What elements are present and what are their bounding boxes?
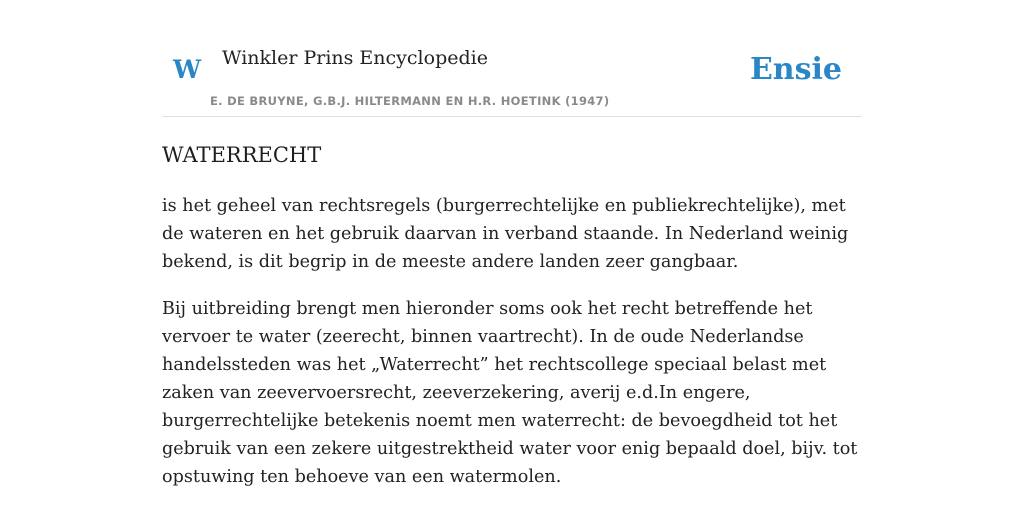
article-paragraph-2: Bij uitbreiding brengt men hieronder soms ook het recht betreffende het vervoer te water (zeerecht, binnen vaartrecht). In de oude Nederlandse handelssteden was het „Waterrecht” het rechtscollege speciaal belast met zaken van zeevervoersrecht, zeeverzekering, averij e.d.In engere, burgerrechtelijke betekenis noemt men waterrecht: de bevoegdheid tot het gebruik van een zekere uitgestrektheid water voor enig bepaald doel, bijv. tot opstuwing ten behoeve van een watermolen.	[162, 299, 858, 487]
article-body	[162, 192, 867, 510]
page-header	[162, 0, 862, 117]
winkler-prins-logo[interactable]: W	[173, 55, 202, 84]
article-paragraph-1: is het geheel van rechtsregels (burgerrechtelijke en publiekrechtelijke), met de wateren en het gebruik daarvan in verband staande. In Nederland weinig bekend, is dit begrip in de meeste andere landen zeer gangbaar.	[162, 196, 849, 272]
authors-line: E. DE BRUYNE, G.B.J. HILTERMANN EN H.R. HOETINK (1947)	[210, 94, 610, 108]
article-title: WATERRECHT	[162, 143, 322, 167]
ensie-logo[interactable]: Ensie	[749, 52, 842, 87]
encyclopedia-title-link[interactable]: Winkler Prins Encyclopedie	[222, 47, 488, 69]
